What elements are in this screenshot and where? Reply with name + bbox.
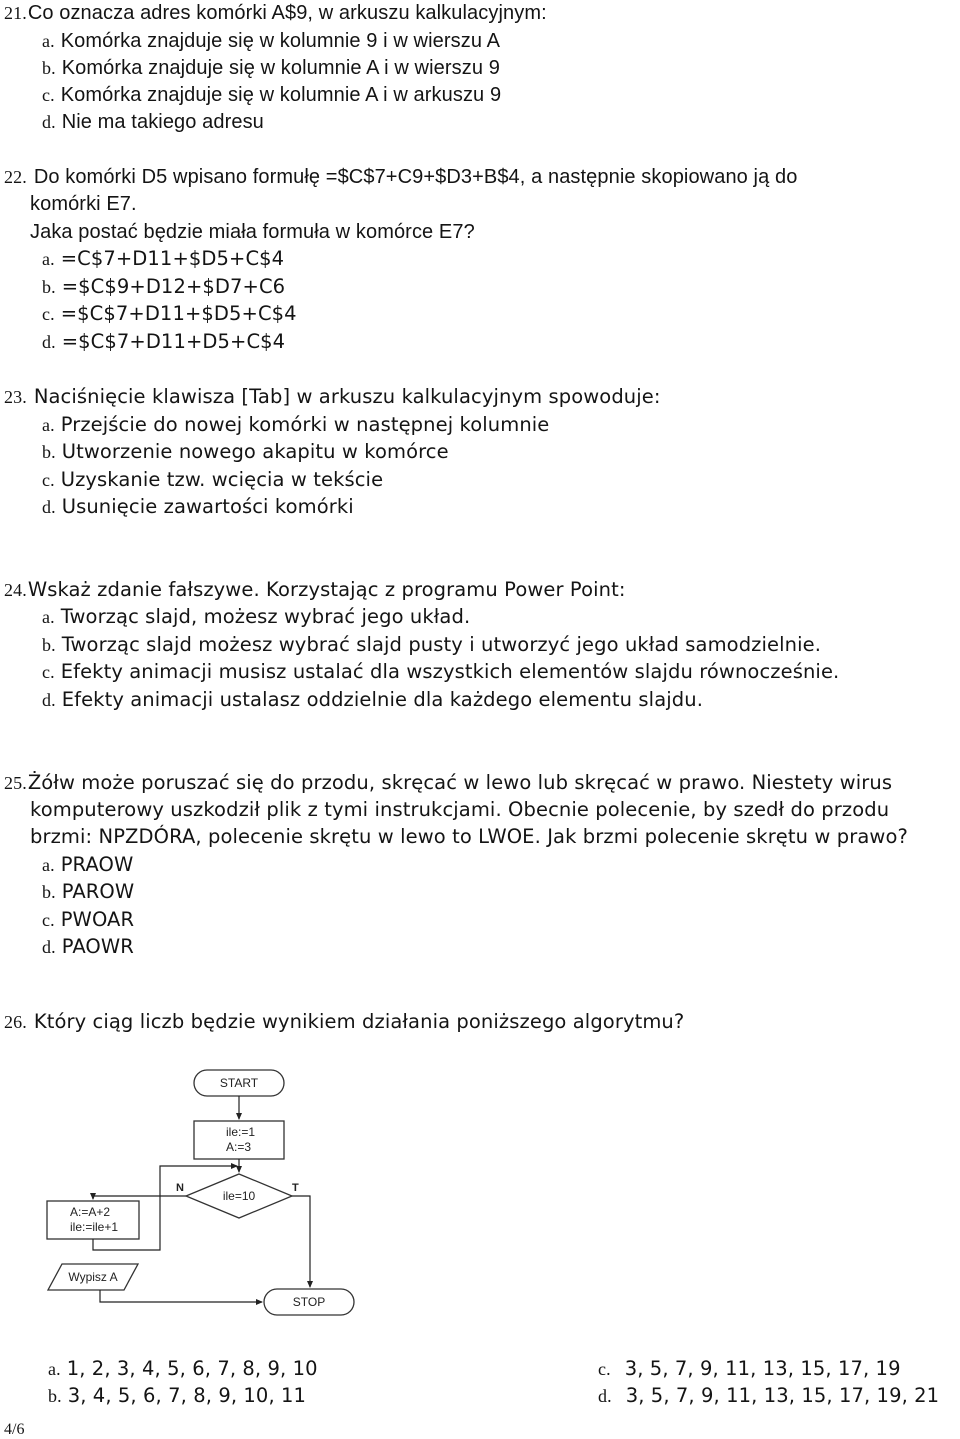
q24-option-d: d. Efekty animacji ustalasz oddzielnie dla każdego elementu slajdu. (42, 688, 703, 711)
q21-option-d: d. Nie ma takiego adresu (42, 111, 264, 133)
flowchart-output-text: Wypisz A (68, 1270, 118, 1284)
q23-option-c: c. Uzyskanie tzw. wcięcia w tekście (42, 468, 384, 491)
q24-option-b: b. Tworząc slajd możesz wybrać slajd pusty i utworzyć jego układ samodzielnie. (42, 633, 822, 656)
q24-option-a: a. Tworząc slajd, możesz wybrać jego układ. (42, 605, 471, 628)
flowchart-branch-false-label: N (176, 1182, 184, 1194)
flowchart-init-line1: ile:=1 (226, 1125, 256, 1139)
flowchart-loop-line1: A:=A+2 (70, 1205, 111, 1219)
q25-option-a: a. PRAOW (42, 853, 134, 876)
q21-question: 21.Co oznacza adres komórki A$9, w arkuszu kalkulacyjnym: (4, 2, 547, 24)
q25-option-c: c. PWOAR (42, 908, 135, 931)
q26-option-a: a. 1, 2, 3, 4, 5, 6, 7, 8, 9, 10 (48, 1357, 318, 1380)
q26-option-d: d. 3, 5, 7, 9, 11, 13, 15, 17, 19, 21 (598, 1384, 940, 1407)
q21-option-b: b. Komórka znajduje się w kolumnie A i w wierszu 9 (42, 57, 500, 79)
flowchart-arrow-decision-false (93, 1196, 186, 1199)
page-number: 4/6 (4, 1421, 25, 1438)
q26-option-b: b. 3, 4, 5, 6, 7, 8, 9, 10, 11 (48, 1384, 307, 1407)
q25-option-d: d. PAOWR (42, 935, 134, 958)
q22-number: 22. (4, 167, 27, 187)
q24-number: 24. (4, 580, 27, 600)
q22-question-line2: komórki E7. (30, 193, 137, 215)
flowchart-condition-text: ile=10 (222, 1189, 256, 1203)
flowchart-arrow-output-stop (100, 1290, 262, 1302)
flowchart-arrow-decision-true (292, 1196, 310, 1287)
q21-option-a: a. Komórka znajduje się w kolumnie 9 i w wierszu A (42, 30, 501, 52)
q22-option-d: d. =$C$7+D11+D5+C$4 (42, 330, 286, 353)
q23-option-d: d. Usunięcie zawartości komórki (42, 495, 354, 518)
q25-question-line3: brzmi: NPZDÓRA, polecenie skrętu w lewo to LWOE. Jak brzmi polecenie skrętu w prawo? (30, 825, 908, 848)
flowchart-start-text: START (219, 1076, 259, 1090)
q26-option-c: c. 3, 5, 7, 9, 11, 13, 15, 17, 19 (598, 1357, 901, 1380)
flowchart-loop-line2: ile:=ile+1 (70, 1220, 119, 1234)
q24-option-c: c. Efekty animacji musisz ustalać dla wszystkich elementów slajdu równocześnie. (42, 660, 840, 683)
q23-option-b: b. Utworzenie nowego akapitu w komórce (42, 440, 449, 463)
q25-question-line2: komputerowy uszkodził plik z tymi instrukcjami. Obecnie polecenie, by szedł do przodu (30, 798, 890, 821)
q23-question: 23. Naciśnięcie klawisza [Tab] w arkuszu kalkulacyjnym spowoduje: (4, 385, 661, 408)
flowchart-init-line2: A:=3 (226, 1140, 252, 1154)
q22-question: 22. Do komórki D5 wpisano formułę =$C$7+C9+$D3+B$4, a następnie skopiowano ją do (4, 166, 798, 188)
flowchart-stop-text: STOP (292, 1295, 326, 1309)
q21-number: 21. (4, 3, 27, 23)
q21-option-c: c. Komórka znajduje się w kolumnie A i w arkuszu 9 (42, 84, 502, 106)
flowchart-branch-true-label: T (292, 1182, 299, 1194)
q22-option-c: c. =$C$7+D11+$D5+C$4 (42, 302, 297, 325)
q26-number: 26. (4, 1012, 27, 1032)
q24-question: 24.Wskaż zdanie fałszywe. Korzystając z programu Power Point: (4, 578, 626, 601)
q22-question-line3: Jaka postać będzie miała formuła w komórce E7? (30, 221, 475, 243)
q25-question: 25.Żółw może poruszać się do przodu, skręcać w lewo lub skręcać w prawo. Niestety wirus (4, 771, 893, 794)
q22-option-b: b. =$C$9+D12+$D7+C6 (42, 275, 286, 298)
q22-option-a: a. =C$7+D11+$D5+C$4 (42, 247, 285, 270)
q25-number: 25. (4, 773, 27, 793)
q23-option-a: a. Przejście do nowej komórki w następnej kolumnie (42, 413, 550, 436)
q26-question: 26. Który ciąg liczb będzie wynikiem działania poniższego algorytmu? (4, 1010, 685, 1033)
q23-number: 23. (4, 387, 27, 407)
q25-option-b: b. PAROW (42, 880, 135, 903)
